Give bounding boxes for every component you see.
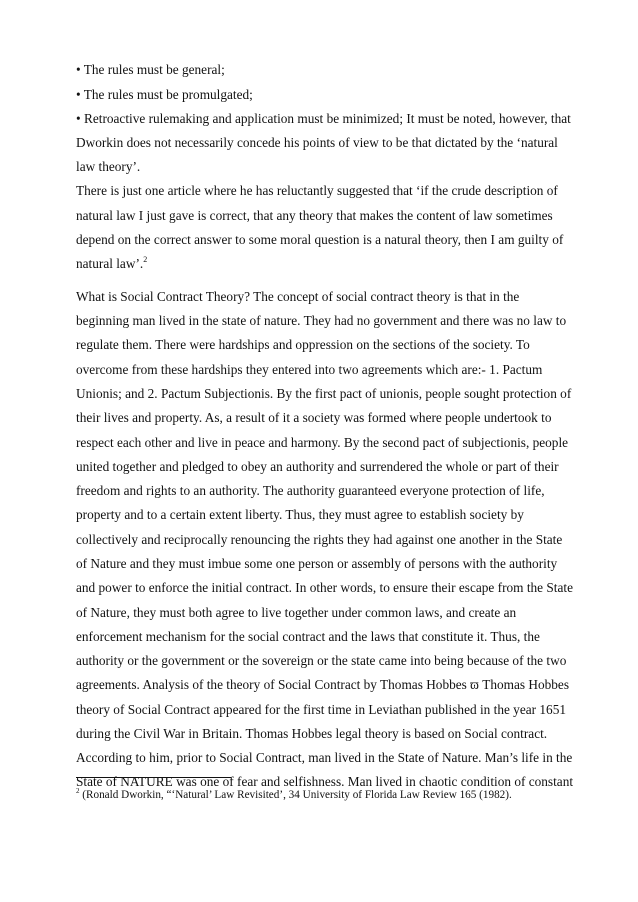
footnote xyxy=(76,788,512,802)
text-line: of Nature and they must imbue some one person or assembly of persons with the authority xyxy=(76,556,558,571)
text-line: of Nature, they must both agree to live together under common laws, and create an xyxy=(76,605,517,620)
text-line: enforcement mechanism for the social contract and the laws that constitute it. Thus, the xyxy=(76,629,540,644)
text-line: respect each other and live in peace and harmony. By the second pact of subjectionis, people xyxy=(76,435,569,450)
text-line: during the Civil War in Britain. Thomas Hobbes legal theory is based on Social contract. xyxy=(76,726,548,741)
footnote-reference: 2 xyxy=(143,255,148,264)
text-line: depend on the correct answer to some moral question is a natural theory, then I am guilty of xyxy=(76,232,564,247)
text-line: natural law I just gave is correct, that any theory that makes the content of law sometimes xyxy=(76,208,553,223)
text-line: their lives and property. As, a result of it a society was formed where people undertook to xyxy=(76,410,552,425)
text-line: Dworkin does not necessarily concede his points of view to be that dictated by the ‘natural xyxy=(76,135,558,150)
text-line: and power to enforce the initial contract. In other words, to ensure their escape from the State xyxy=(76,580,573,595)
text-line: • The rules must be promulgated; xyxy=(76,87,253,102)
text-line: natural law’.$^2$ xyxy=(76,255,148,271)
text-line: agreements. Analysis of the theory of Social Contract by Thomas Hobbes ϖ Thomas Hobbes xyxy=(76,677,570,692)
text-line: law theory’. xyxy=(76,159,141,174)
text-line: authority or the government or the sovereign or the state came into being because of the two xyxy=(76,653,567,668)
footnote-separator xyxy=(76,777,231,778)
text-line: collectively and reciprocally renouncing the rights they had against one another in the State xyxy=(76,532,563,547)
text-line: overcome from these hardships they entered into two agreements which are:- 1. Pactum xyxy=(76,362,543,377)
text-line: State of NATURE was one of fear and selfishness. Man lived in chaotic condition of constant xyxy=(76,774,574,789)
text-line: regulate them. There were hardships and oppression on the sections of the society. To xyxy=(76,337,530,352)
text-line: freedom and rights to an authority. The authority guaranteed everyone protection of life, xyxy=(76,483,545,498)
text-line: property and to a certain extent liberty. Thus, they must agree to establish society by xyxy=(76,507,524,522)
text-line: theory of Social Contract appeared for the first time in Leviathan published in the year 1651 xyxy=(76,702,566,717)
text-line: united together and pledged to obey an authority and surrendered the whole or part of their xyxy=(76,459,559,474)
text-line: • The rules must be general; xyxy=(76,62,225,77)
text-line: Unionis; and 2. Pactum Subjectionis. By the first pact of unionis, people sought protection of xyxy=(76,386,572,401)
text-line: • Retroactive rulemaking and application must be minimized; It must be noted, however, that xyxy=(76,111,571,126)
text-line: According to him, prior to Social Contract, man lived in the State of Nature. Man’s life in the xyxy=(76,750,573,765)
text-line: What is Social Contract Theory? The concept of social contract theory is that in the xyxy=(76,289,520,304)
text-line: beginning man lived in the state of nature. They had no government and there was no law to xyxy=(76,313,567,328)
text-line: There is just one article where he has reluctantly suggested that ‘if the crude description of xyxy=(76,183,558,198)
footnote-text: (Ronald Dworkin, “‘Natural’ Law Revisited’, 34 University of Florida Law Review 165 (1982). xyxy=(79,789,512,801)
footnote-marker: 2 xyxy=(76,787,80,795)
